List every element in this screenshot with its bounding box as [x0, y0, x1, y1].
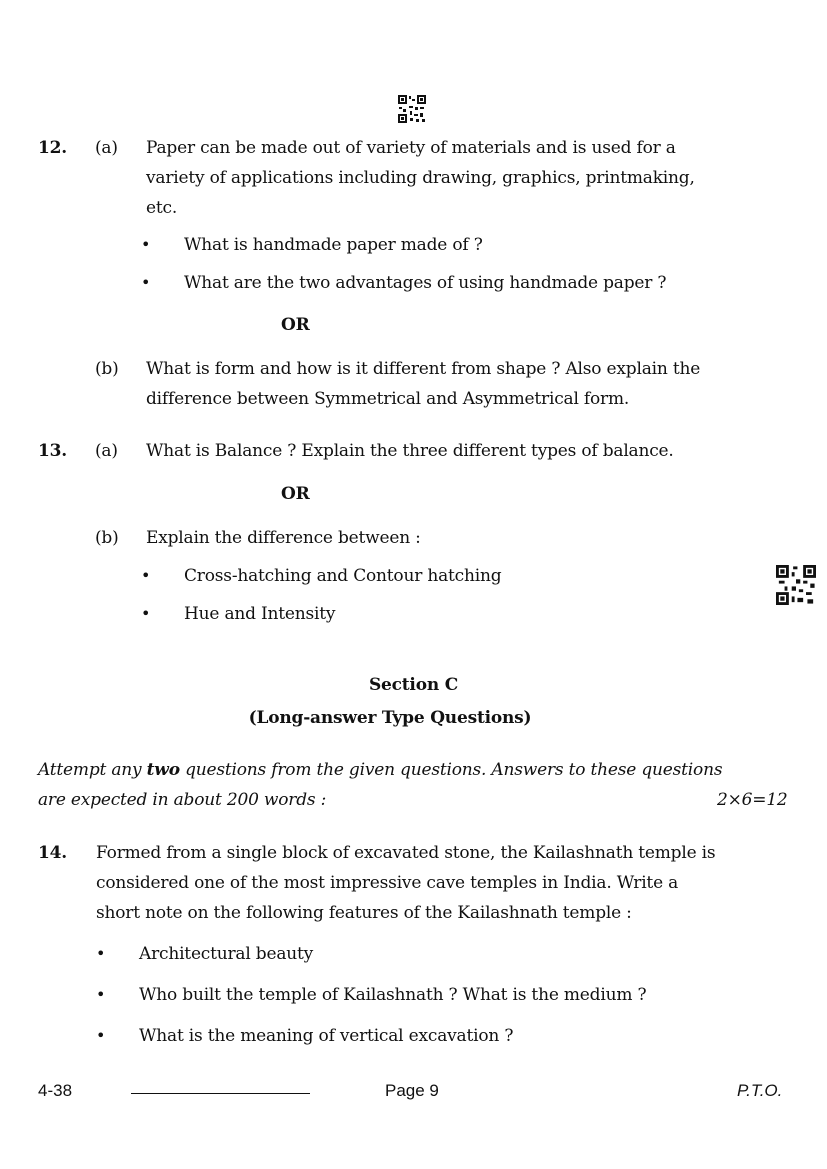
or-divider: OR [281, 484, 310, 504]
question-number: 13. [38, 441, 67, 461]
question-text-line: considered one of the most impressive cave temples in India. Write a [96, 873, 679, 893]
bullet-icon: • [96, 985, 106, 1004]
section-subtitle: (Long-answer Type Questions) [248, 708, 532, 728]
bullet-icon: • [96, 944, 106, 963]
bullet-item: Architectural beauty [139, 944, 314, 964]
question-text-line: short note on the following features of the Kailashnath temple : [96, 903, 632, 923]
section-title: Section C [368, 675, 459, 695]
question-number: 14. [38, 843, 67, 863]
bullet-icon: • [141, 273, 151, 292]
instructions-emphasis: two [146, 760, 180, 780]
part-label: (a) [95, 441, 118, 461]
question-text-line: variety of applications including drawing, graphics, printmaking, [146, 168, 695, 188]
bullet-icon: • [141, 235, 151, 254]
question-text-line: Explain the difference between : [146, 528, 421, 548]
instructions-line: are expected in about 200 words : [38, 790, 327, 810]
question-text-line: What is Balance ? Explain the three different types of balance. [146, 441, 674, 461]
bullet-icon: • [141, 604, 151, 623]
qr-code-icon [398, 95, 426, 123]
instructions-line [38, 755, 722, 785]
instructions-text: Attempt any [38, 760, 147, 780]
marks-allocation: 2×6=12 [717, 790, 788, 810]
bullet-icon: • [141, 566, 151, 585]
bullet-item: Cross-hatching and Contour hatching [184, 566, 502, 586]
question-number: 12. [38, 138, 67, 158]
qr-code-icon [776, 565, 816, 605]
question-text-line: What is form and how is it different from shape ? Also explain the [146, 359, 701, 379]
page-number: Page 9 [385, 1081, 439, 1100]
question-text-line: etc. [146, 198, 178, 218]
question-text-line: Formed from a single block of excavated stone, the Kailashnath temple is [96, 843, 716, 863]
bullet-item: Who built the temple of Kailashnath ? What is the medium ? [139, 985, 647, 1005]
part-label: (a) [95, 138, 118, 158]
pto-label: P.T.O. [737, 1081, 783, 1100]
bullet-item: What are the two advantages of using handmade paper ? [184, 273, 667, 293]
footer-code: 4-38 [38, 1081, 73, 1100]
part-label: (b) [95, 528, 119, 548]
question-text-line: difference between Symmetrical and Asymmetrical form. [146, 389, 630, 409]
bullet-item: Hue and Intensity [184, 604, 336, 624]
or-divider: OR [281, 315, 310, 335]
part-label: (b) [95, 359, 119, 379]
question-text-line: Paper can be made out of variety of materials and is used for a [146, 138, 676, 158]
instructions-text: questions from the given questions. Answers to these questions [179, 760, 723, 780]
bullet-item: What is the meaning of vertical excavation ? [139, 1026, 514, 1046]
bullet-item: What is handmade paper made of ? [184, 235, 483, 255]
footer-rule [131, 1093, 310, 1094]
bullet-icon: • [96, 1026, 106, 1045]
